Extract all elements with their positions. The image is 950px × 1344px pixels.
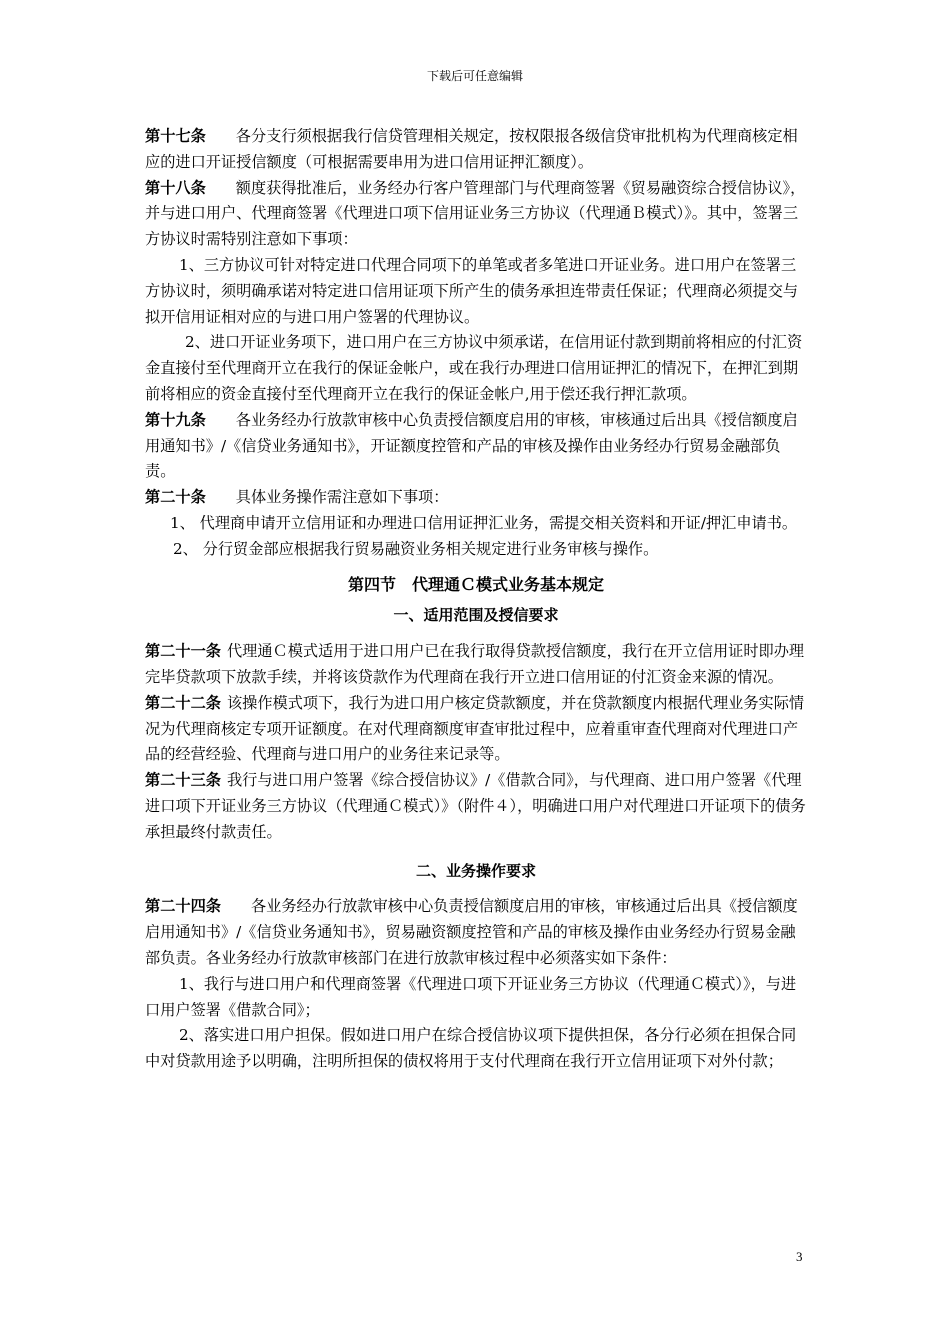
page-header-note: 下载后可任意编辑: [426, 69, 523, 83]
subsection-heading: 二、业务操作要求: [415, 861, 536, 880]
article-21: [145, 639, 807, 691]
article-24: [145, 894, 807, 971]
article-number: 第二十一条: [145, 642, 221, 661]
page-number: 3: [796, 1249, 803, 1264]
article-number: 第十八条: [145, 178, 206, 197]
article-number: 第十七条: [145, 127, 206, 145]
article-number: 第二十二条: [145, 693, 221, 712]
article-number: 第二十条: [145, 488, 206, 507]
article-23: [145, 768, 807, 845]
article-text: 我行与进口用户签署《综合授信协议》/《借款合同》，与代理商、进口用户签署《代理进口项下开证业务三方协议（代理通Ｃ模式）》（附件４），明确进口用户对代理进口开证项下的债务承担最终付款责任。: [145, 771, 806, 841]
section-heading: 第四节 代理通Ｃ模式业务基本规定: [347, 574, 604, 594]
article-number: 第二十四条: [145, 897, 221, 916]
clause-paragraph: 1、我行与进口用户和代理商签署《代理进口项下开证业务三方协议（代理通Ｃ模式）》，与进口用户签署《借款合同》；: [145, 974, 797, 1019]
article-text: 具体业务操作需注意如下事项：: [235, 488, 449, 507]
article-20: [145, 485, 807, 511]
clause-paragraph: 2、落实进口用户担保。假如进口用户在综合授信协议项下提供担保，各分行必须在担保合同中对贷款用途予以明确，注明所担保的债权将用于支付代理商在我行开立信用证项下对外付款；: [145, 1026, 797, 1071]
article-text: 额度获得批准后，业务经办行客户管理部门与代理商签署《贸易融资综合授信协议》，并与进口用户、代理商签署《代理进口项下信用证业务三方协议（代理通Ｂ模式）》。其中，签署三方协议时需特别注意如下事项：: [145, 178, 806, 249]
article-text: 各分支行须根据我行信贷管理相关规定，按权限报各级信贷审批机构为代理商核定相应的进口开证授信额度（可根据需要串用为进口信用证押汇额度）。: [145, 127, 798, 171]
subsection-heading: 一、适用范围及授信要求: [393, 606, 559, 625]
article-text: 各业务经办行放款审核中心负责授信额度启用的审核，审核通过后出具《授信额度启用通知书》/《信贷业务通知书》，开证额度控管和产品的审核及操作由业务经办行贸易金融部负责。: [145, 410, 798, 481]
clause-paragraph: 1、 代理商申请开立信用证和办理进口信用证押汇业务，需提交相关资料和开证/押汇申请书。: [170, 513, 798, 532]
article-22: [145, 691, 807, 768]
article-number: 第二十三条: [145, 771, 221, 790]
article-text: 各业务经办行放款审核中心负责授信额度启用的审核，审核通过后出具《授信额度启用通知书》/《信贷业务通知书》，贸易融资额度控管和产品的审核及操作由业务经办行贸易金融部负责。各业务经办行放款审核部门在进行放款审核过程中必须落实如下条件：: [145, 897, 798, 967]
document-body: [145, 124, 807, 1075]
article-19: [145, 408, 807, 485]
clause-paragraph: 2、进口开证业务项下，进口用户在三方协议中须承诺，在信用证付款到期前将相应的付汇资金直接付至代理商开立在我行的保证金帐户，或在我行办理进口信用证押汇的情况下，在押汇到期前将相应的资金直接付至代理商开立在我行的保证金帐户,用于偿还我行押汇款项。: [145, 333, 803, 403]
clause-paragraph: 1、三方协议可针对特定进口代理合同项下的单笔或者多笔进口开证业务。进口用户在签署三方协议时，须明确承诺对特定进口信用证项下所产生的债务承担连带责任保证；代理商必须提交与拟开信用证相对应的与进口用户签署的代理协议。: [145, 255, 799, 326]
article-17: [145, 124, 807, 176]
clause-paragraph: 2、 分行贸金部应根据我行贸易融资业务相关规定进行业务审核与操作。: [173, 539, 659, 558]
article-text: 该操作模式项下，我行为进口用户核定贷款额度，并在贷款额度内根据代理业务实际情况为代理商核定专项开证额度。在对代理商额度审查审批过程中，应着重审查代理商对代理进口产品的经营经验、代理商与进口用户的业务往来记录等。: [145, 693, 805, 764]
article-text: 代理通Ｃ模式适用于进口用户已在我行取得贷款授信额度，我行在开立信用证时即办理完毕贷款项下放款手续，并将该贷款作为代理商在我行开立进口信用证的付汇资金来源的情况。: [145, 642, 805, 686]
article-number: 第十九条: [145, 410, 206, 429]
article-18: [145, 176, 807, 253]
